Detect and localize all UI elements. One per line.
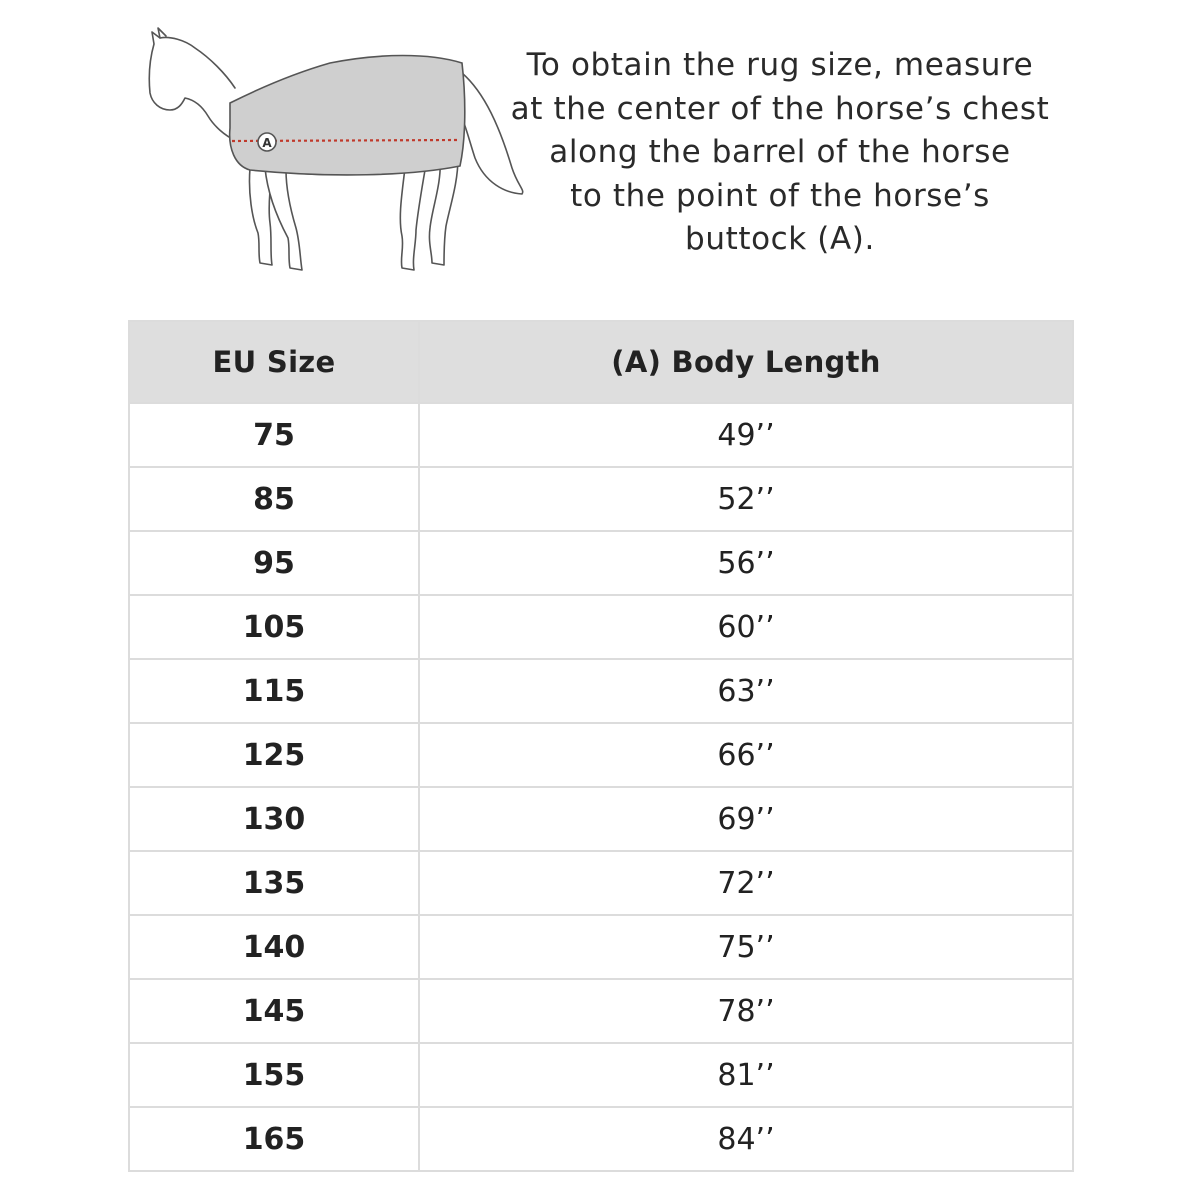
body-length-cell: 78’’: [419, 979, 1073, 1043]
table-header-row: [129, 321, 1073, 403]
instruction-line: along the barrel of the horse: [549, 134, 1011, 170]
table-row: [129, 467, 1073, 531]
eu-size-cell: 115: [129, 659, 419, 723]
horse-rug-illustration: [140, 18, 530, 288]
table-row: [129, 787, 1073, 851]
body-length-cell: 81’’: [419, 1043, 1073, 1107]
column-header-eu-size: EU Size: [129, 321, 419, 403]
body-length-cell: 49’’: [419, 403, 1073, 467]
eu-size-cell: 135: [129, 851, 419, 915]
instruction-line: buttock (A).: [685, 221, 875, 257]
eu-size-cell: 85: [129, 467, 419, 531]
eu-size-cell: 130: [129, 787, 419, 851]
eu-size-cell: 155: [129, 1043, 419, 1107]
table-row: [129, 1107, 1073, 1171]
eu-size-cell: 145: [129, 979, 419, 1043]
horse-head: [149, 32, 235, 140]
eu-size-cell: 75: [129, 403, 419, 467]
table-row: [129, 915, 1073, 979]
column-header-body-length: (A) Body Length: [419, 321, 1073, 403]
table-row: [129, 851, 1073, 915]
measuring-instructions: [500, 44, 1060, 262]
table-row: [129, 723, 1073, 787]
table-row: [129, 531, 1073, 595]
eu-size-cell: 140: [129, 915, 419, 979]
eu-size-cell: 125: [129, 723, 419, 787]
table-row: [129, 979, 1073, 1043]
eu-size-cell: 165: [129, 1107, 419, 1171]
body-length-cell: 66’’: [419, 723, 1073, 787]
instruction-line: to the point of the horse’s: [570, 177, 990, 214]
body-length-cell: 72’’: [419, 851, 1073, 915]
instruction-line: at the center of the horse’s chest: [510, 90, 1050, 127]
body-length-cell: 63’’: [419, 659, 1073, 723]
horse-rug: [230, 56, 465, 175]
table-row: [129, 1043, 1073, 1107]
body-length-cell: 52’’: [419, 467, 1073, 531]
body-length-cell: 84’’: [419, 1107, 1073, 1171]
eu-size-cell: 105: [129, 595, 419, 659]
measure-marker-label: A: [262, 136, 272, 150]
body-length-cell: 75’’: [419, 915, 1073, 979]
horse-hind-legs: [400, 168, 425, 270]
eu-size-cell: 95: [129, 531, 419, 595]
table-row: [129, 403, 1073, 467]
instruction-line: To obtain the rug size, measure: [526, 47, 1034, 83]
body-length-cell: 60’’: [419, 595, 1073, 659]
body-length-cell: 69’’: [419, 787, 1073, 851]
table-row: [129, 659, 1073, 723]
body-length-cell: 56’’: [419, 531, 1073, 595]
size-chart-table: [128, 320, 1074, 1172]
table-row: [129, 595, 1073, 659]
